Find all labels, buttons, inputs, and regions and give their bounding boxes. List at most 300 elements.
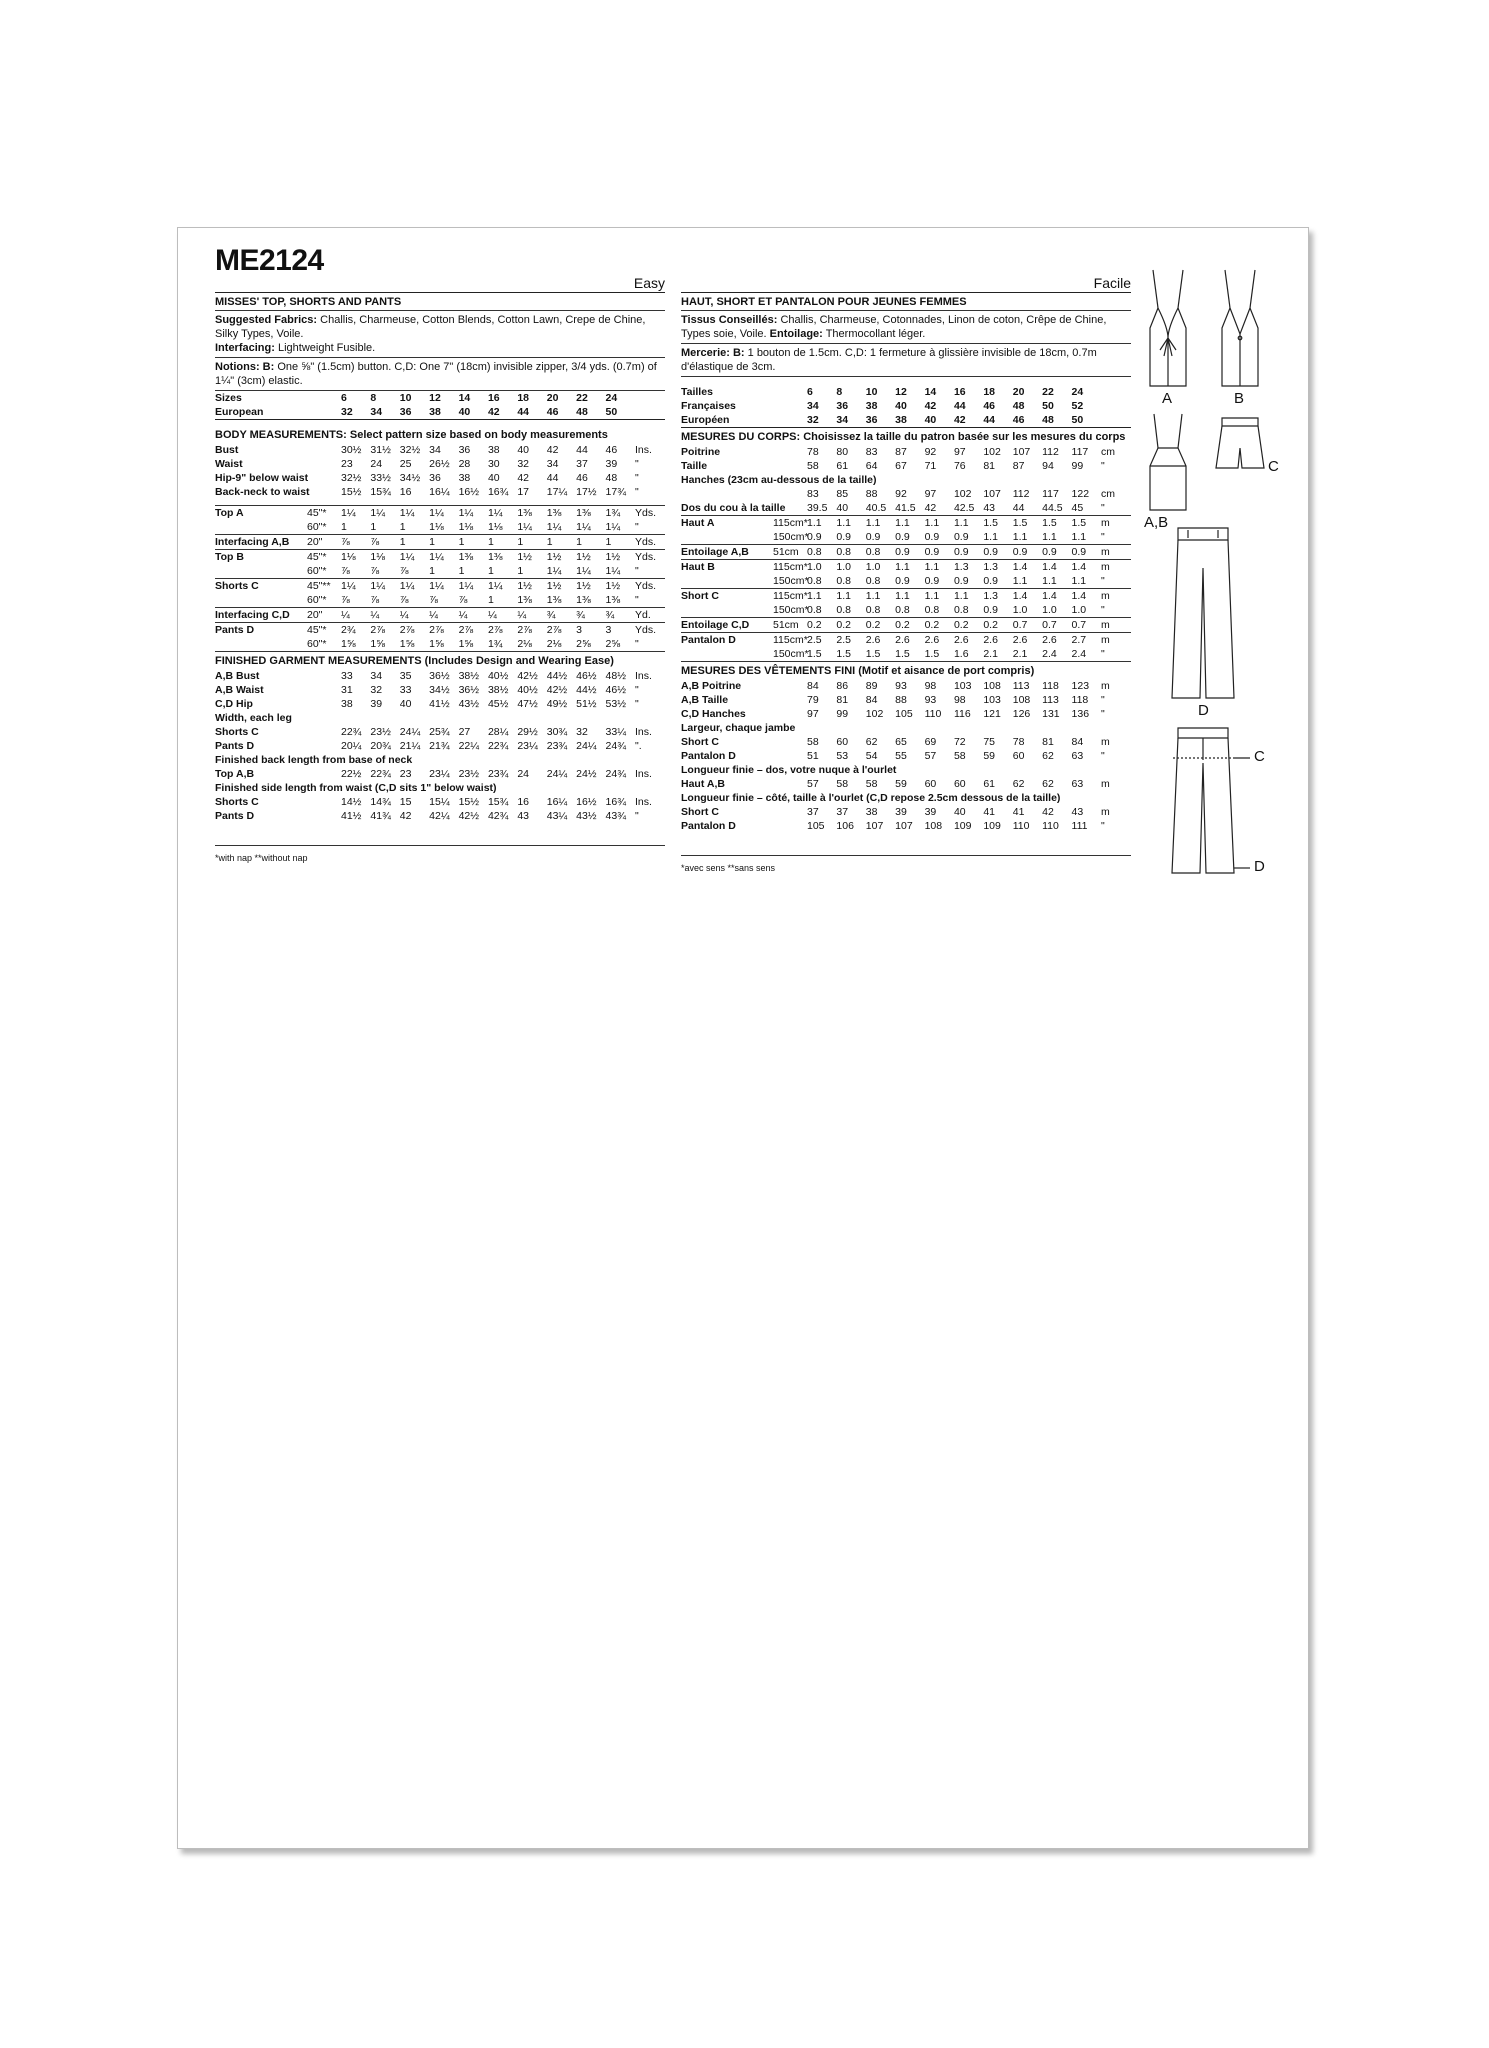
table-cell: 44: [1012, 502, 1025, 514]
table-cell: 1⅝: [341, 638, 356, 650]
table-cell: 76: [953, 460, 966, 472]
table-cell: 15½: [341, 486, 362, 498]
table-cell: 1¼: [605, 565, 621, 577]
unit-cell: ": [635, 684, 639, 696]
row-heading: Longueur finie – côté, taille à l'ourlet (C,D repose 2.5cm dessous de la taille): [681, 792, 1061, 804]
table-cell: 17¾: [605, 486, 626, 498]
table-cell: ¼: [517, 608, 546, 623]
table-cell: ¼: [341, 608, 370, 623]
row-sublabel: [307, 405, 341, 419]
row-label: Hip-9" below waist: [215, 472, 309, 484]
table-cell: 1¼: [459, 579, 488, 594]
size-table: [215, 391, 665, 419]
table-cell: ¼: [429, 608, 458, 623]
table-cell: 83: [807, 488, 819, 500]
notions-info: [215, 358, 665, 391]
table-row: [215, 550, 665, 565]
table-cell: 38: [341, 698, 353, 710]
table-cell: 110: [1042, 820, 1059, 832]
table-cell: 46: [983, 400, 996, 412]
table-cell: 116: [953, 708, 971, 720]
row-label: European: [215, 406, 264, 418]
table-cell: 20¼: [341, 740, 362, 752]
table-cell: 1¼: [341, 506, 370, 521]
table-cell: 0.8: [836, 545, 865, 560]
table-cell: 60: [924, 778, 937, 790]
table-cell: 1.6: [953, 648, 969, 660]
table-cell: 37: [807, 806, 819, 818]
table-cell: ⅞: [399, 594, 409, 606]
view-d-pants-drawing: [1172, 528, 1234, 698]
table-cell: 32½: [341, 472, 362, 484]
table-row: [681, 679, 1131, 693]
table-cell: 2.6: [954, 633, 983, 648]
garment-title-fr: HAUT, SHORT ET PANTALON POUR JEUNES FEMMES: [681, 293, 1131, 311]
table-cell: 38: [865, 400, 878, 412]
table-cell: 93: [895, 680, 907, 692]
table-cell: 1.5: [924, 648, 940, 660]
table-cell: 43: [517, 810, 530, 822]
table-cell: 67: [895, 460, 907, 472]
table-cell: 38½: [458, 670, 479, 682]
table-cell: 1¼: [576, 521, 591, 533]
table-cell: 6: [807, 386, 813, 398]
row-label: Françaises: [681, 400, 736, 412]
table-cell: 0.9: [1013, 545, 1042, 560]
table-cell: 41½: [429, 698, 450, 710]
table-cell: 58: [807, 736, 819, 748]
unit-cell: cm: [1101, 446, 1115, 458]
unit-cell: ": [635, 810, 639, 822]
row-label: A,B Taille: [681, 694, 729, 706]
unit-cell: ": [1101, 648, 1105, 660]
table-cell: 20¾: [370, 740, 391, 752]
table-cell: 0.2: [954, 618, 983, 633]
table-row: [681, 777, 1131, 791]
table-cell: 1⅜: [488, 550, 517, 565]
row-label: Pantalon D: [681, 750, 736, 762]
table-cell: 0.8: [807, 604, 822, 616]
table-cell: 81: [1042, 736, 1054, 748]
unit-cell: ": [1101, 531, 1105, 543]
table-cell: 1.4: [1013, 560, 1042, 575]
table-cell: 34½: [429, 684, 450, 696]
table-cell: 1¼: [341, 579, 370, 594]
table-cell: 43: [1071, 806, 1084, 818]
table-cell: 34: [807, 400, 819, 412]
table-cell: 1: [459, 535, 488, 550]
table-row: [681, 589, 1131, 604]
table-cell: 1.1: [1012, 575, 1028, 587]
table-cell: 1: [487, 594, 494, 606]
table-cell: 0.2: [836, 618, 865, 633]
table-cell: 0.8: [865, 604, 881, 616]
row-label: Shorts C: [215, 726, 259, 738]
table-cell: 1.1: [1071, 531, 1087, 543]
fabrics-text-fr: Challis, Charmeuse, Cotonnades, Linon de coton, Crêpe de Chine, Types soie, Voile.: [681, 314, 1107, 340]
french-column: [681, 262, 1131, 875]
table-cell: 42: [487, 406, 500, 418]
table-cell: 38: [487, 444, 500, 456]
row-label: C,D Hip: [215, 698, 253, 710]
view-cd-back-drawing: [1172, 728, 1250, 873]
table-cell: 22½: [341, 768, 362, 780]
table-cell: 40: [399, 698, 412, 710]
table-cell: 1.0: [1012, 604, 1028, 616]
row-sublabel: [773, 413, 807, 427]
table-cell: 1: [429, 565, 436, 577]
table-cell: 41: [1012, 806, 1025, 818]
table-cell: 26½: [429, 458, 450, 470]
table-cell: 16¼: [429, 486, 450, 498]
table-cell: 44: [983, 414, 996, 426]
row-label: Sizes: [215, 392, 242, 404]
table-cell: 1: [517, 535, 546, 550]
row-sublabel: 115cm*: [773, 561, 808, 573]
table-cell: 0.9: [1072, 545, 1101, 560]
unit-cell: cm: [1101, 488, 1115, 500]
table-cell: 1.5: [1013, 516, 1042, 531]
table-cell: 1⅝: [370, 638, 385, 650]
table-cell: 1.4: [1042, 589, 1071, 604]
unit-cell: [1101, 413, 1131, 427]
row-sublabel: 45"*: [307, 623, 341, 638]
table-cell: 1¾: [487, 638, 503, 650]
yardage-table-fr: [681, 515, 1131, 661]
table-cell: 61: [836, 460, 849, 472]
table-cell: 0.9: [983, 575, 998, 587]
table-cell: 1⅝: [429, 638, 444, 650]
notions-info-fr: [681, 344, 1131, 377]
table-cell: 1: [547, 535, 576, 550]
table-cell: 32: [341, 406, 353, 418]
unit-cell: m: [1101, 516, 1131, 531]
interfacing-text: Lightweight Fusible.: [277, 342, 376, 354]
header-row-fr: [681, 262, 1131, 293]
table-cell: 22: [1042, 386, 1054, 398]
table-cell: 1.1: [807, 516, 836, 531]
view-a-drawing: [1150, 270, 1186, 386]
table-cell: 62: [1042, 778, 1054, 790]
row-sublabel: [773, 707, 807, 721]
row-label: [681, 530, 773, 545]
table-cell: 1.5: [865, 648, 881, 660]
table-row: [681, 603, 1131, 618]
table-cell: 1: [576, 535, 605, 550]
table-cell: 0.9: [807, 531, 822, 543]
table-cell: 48: [576, 406, 588, 418]
table-cell: 22¼: [458, 740, 479, 752]
table-cell: 16½: [576, 796, 597, 808]
table-cell: 63: [1071, 750, 1084, 762]
table-cell: 42: [924, 400, 937, 412]
table-cell: 0.2: [895, 618, 924, 633]
row-sublabel: 51cm: [773, 545, 807, 560]
table-cell: 40½: [487, 670, 509, 682]
pattern-envelope-back: [177, 227, 1309, 1849]
view-ab-back-drawing: [1150, 414, 1186, 510]
table-cell: 110: [924, 708, 942, 720]
table-cell: 8: [836, 386, 843, 398]
table-cell: 2.1: [983, 648, 998, 660]
table-cell: 46: [1012, 414, 1025, 426]
table-cell: 1⅛: [458, 521, 474, 533]
row-label: Short C: [681, 589, 773, 604]
table-cell: 1½: [606, 579, 635, 594]
table-cell: 38½: [487, 684, 509, 696]
table-cell: 1¼: [400, 579, 429, 594]
table-cell: 32: [807, 414, 819, 426]
table-cell: 110: [1012, 820, 1030, 832]
table-cell: 60: [953, 778, 966, 790]
table-cell: 40: [895, 400, 907, 412]
table-cell: 43: [983, 502, 996, 514]
row-label: Short C: [681, 806, 719, 818]
table-cell: 107: [1012, 446, 1031, 458]
table-cell: 36½: [458, 684, 479, 696]
garment-line-drawings: [1138, 268, 1298, 888]
table-row: [215, 795, 665, 809]
view-c-shorts-drawing: [1216, 418, 1264, 468]
row-sublabel: 45"**: [307, 579, 341, 594]
table-cell: 25: [399, 458, 412, 470]
table-cell: ¾: [606, 608, 635, 623]
table-cell: 15¾: [370, 486, 391, 498]
unit-cell: Yds.: [635, 579, 665, 594]
table-cell: 43¼: [546, 810, 568, 822]
table-cell: 31½: [370, 444, 391, 456]
table-cell: 1⅝: [399, 638, 415, 650]
table-cell: 1⅛: [370, 550, 399, 565]
row-sublabel: 115cm*: [773, 517, 808, 529]
table-cell: 81: [983, 460, 996, 472]
table-cell: 1.4: [1072, 589, 1101, 604]
row-sublabel: [307, 471, 341, 485]
unit-cell: m: [1101, 545, 1131, 560]
table-cell: 1⅜: [547, 506, 576, 521]
table-cell: 23¾: [546, 740, 568, 752]
table-cell: 49½: [546, 698, 568, 710]
table-cell: 24½: [576, 768, 597, 780]
table-cell: 1¾: [606, 506, 635, 521]
table-cell: 0.9: [924, 531, 940, 543]
table-cell: 2⅝: [605, 638, 621, 650]
row-label: Pants D: [215, 623, 307, 638]
table-cell: ¼: [459, 608, 488, 623]
table-cell: 2⅞: [488, 623, 517, 638]
table-cell: 28¼: [487, 726, 509, 738]
unit-cell: ": [1101, 502, 1105, 514]
table-cell: 1.4: [1042, 560, 1071, 575]
table-cell: 14: [924, 386, 937, 398]
table-cell: 2⅞: [429, 623, 458, 638]
table-cell: 0.2: [866, 618, 895, 633]
table-cell: 21¼: [399, 740, 421, 752]
view-label-d-pants: D: [1198, 702, 1209, 719]
table-cell: 1⅜: [517, 506, 546, 521]
row-heading: Finished side length from waist (C,D sits 1" below waist): [215, 782, 497, 794]
table-cell: 58: [807, 460, 819, 472]
table-cell: 40: [836, 502, 849, 514]
table-cell: 23½: [458, 768, 479, 780]
pattern-number: ME2124: [215, 244, 324, 277]
table-cell: 1¼: [429, 550, 458, 565]
table-cell: 108: [983, 680, 1001, 692]
table-cell: 0.8: [866, 545, 895, 560]
table-cell: ¾: [547, 608, 576, 623]
table-cell: 22¾: [341, 726, 362, 738]
row-label: Pantalon D: [681, 820, 736, 832]
table-cell: 36½: [429, 670, 450, 682]
table-row-heading: [681, 473, 1131, 487]
table-cell: 72: [953, 736, 966, 748]
table-cell: 93: [924, 694, 937, 706]
table-cell: 2.6: [895, 633, 924, 648]
row-label: [681, 574, 773, 589]
table-cell: 33¼: [605, 726, 626, 738]
table-row: [215, 535, 665, 550]
table-cell: 3: [576, 623, 605, 638]
table-cell: 108: [1012, 694, 1031, 706]
table-cell: 1¼: [429, 579, 458, 594]
table-cell: 1.1: [925, 589, 954, 604]
row-label: A,B Waist: [215, 684, 264, 696]
row-sublabel: 115cm*: [773, 634, 808, 646]
table-cell: 2⅛: [546, 638, 562, 650]
table-cell: 16: [487, 392, 500, 404]
table-cell: 38: [429, 406, 441, 418]
table-cell: 34: [429, 444, 441, 456]
unit-cell: m: [1101, 736, 1110, 748]
table-cell: 0.9: [925, 545, 954, 560]
table-cell: 8: [370, 392, 377, 404]
table-cell: 1.5: [895, 648, 910, 660]
table-cell: ⅞: [341, 535, 370, 550]
table-cell: 58: [836, 778, 849, 790]
table-cell: 59: [895, 778, 907, 790]
table-cell: 37: [576, 458, 588, 470]
table-cell: 42½: [458, 810, 479, 822]
table-row: [215, 471, 665, 485]
table-cell: 40: [953, 806, 966, 818]
table-cell: ¼: [488, 608, 517, 623]
footnote: *with nap **without nap: [215, 845, 665, 865]
table-cell: 1: [399, 521, 406, 533]
table-cell: 1⅝: [458, 638, 474, 650]
table-cell: 1.5: [836, 648, 851, 660]
table-cell: 97: [953, 446, 966, 458]
table-cell: ⅞: [429, 594, 438, 606]
table-cell: ¾: [576, 608, 605, 623]
table-cell: 2.5: [836, 633, 865, 648]
table-cell: 117: [1042, 488, 1059, 500]
table-cell: 42¾: [487, 810, 509, 822]
table-cell: 23: [341, 458, 353, 470]
table-cell: 42: [399, 810, 412, 822]
view-label-c-shorts: C: [1268, 458, 1279, 475]
table-cell: 46½: [605, 684, 626, 696]
table-cell: 64: [865, 460, 878, 472]
table-cell: 123: [1071, 680, 1090, 692]
notions-label: Notions: B:: [215, 361, 275, 373]
table-cell: 24: [370, 458, 383, 470]
table-cell: 42.5: [953, 502, 975, 514]
table-cell: 14½: [341, 796, 362, 808]
table-row: [215, 405, 665, 419]
table-cell: 1.1: [836, 589, 865, 604]
table-cell: 15¾: [487, 796, 509, 808]
table-cell: 69: [924, 736, 937, 748]
table-cell: 2.6: [1042, 633, 1071, 648]
table-cell: 23: [399, 768, 412, 780]
unit-cell: ": [1101, 708, 1105, 720]
table-cell: 39: [605, 458, 618, 470]
table-cell: 81: [836, 694, 849, 706]
unit-cell: Ins.: [635, 726, 652, 738]
table-cell: 1: [400, 535, 429, 550]
table-row: [681, 487, 1131, 501]
table-cell: 1.3: [983, 560, 1012, 575]
table-cell: 44: [517, 406, 530, 418]
view-b-drawing: [1222, 270, 1258, 386]
table-cell: 38: [895, 414, 907, 426]
row-label: Shorts C: [215, 579, 307, 594]
table-cell: 2⅞: [547, 623, 576, 638]
table-cell: ¼: [370, 608, 399, 623]
table-cell: 50: [1042, 400, 1054, 412]
row-sublabel: 60"*: [307, 638, 327, 650]
table-cell: 0.9: [836, 531, 851, 543]
unit-cell: Yds.: [635, 623, 665, 638]
table-cell: 109: [953, 820, 972, 832]
table-cell: 42: [924, 502, 937, 514]
unit-cell: Ins.: [635, 670, 652, 682]
row-label: Européen: [681, 414, 730, 426]
table-cell: 1.4: [1072, 560, 1101, 575]
table-row: [215, 637, 665, 651]
table-cell: 1: [487, 565, 494, 577]
row-label: Back-neck to waist: [215, 486, 310, 498]
finished-measurements-table-fr: [681, 679, 1131, 833]
table-cell: ⅞: [458, 594, 468, 606]
table-cell: 24¼: [546, 768, 568, 780]
row-label: Interfacing C,D: [215, 608, 307, 623]
table-cell: 113: [1042, 694, 1059, 706]
row-label: Top B: [215, 550, 307, 565]
row-sublabel: [307, 809, 341, 823]
table-cell: ⅞: [370, 565, 380, 577]
table-cell: 1½: [547, 579, 576, 594]
table-cell: 1.3: [983, 589, 1012, 604]
table-cell: 107: [865, 820, 884, 832]
table-row: [215, 579, 665, 594]
table-cell: 88: [895, 694, 907, 706]
table-cell: 44½: [546, 670, 568, 682]
row-sublabel: 60"*: [307, 521, 327, 533]
table-row: [215, 697, 665, 711]
table-cell: 102: [953, 488, 972, 500]
table-cell: 34: [370, 406, 383, 418]
interfacing-label-fr: Entoilage:: [769, 328, 823, 340]
table-cell: 42½: [546, 684, 568, 696]
table-row: [681, 459, 1131, 473]
table-cell: 108: [924, 820, 943, 832]
table-cell: 48: [605, 472, 618, 484]
table-row: [215, 520, 665, 535]
table-cell: 112: [1012, 488, 1030, 500]
table-cell: 1: [488, 535, 517, 550]
table-row: [681, 545, 1131, 560]
